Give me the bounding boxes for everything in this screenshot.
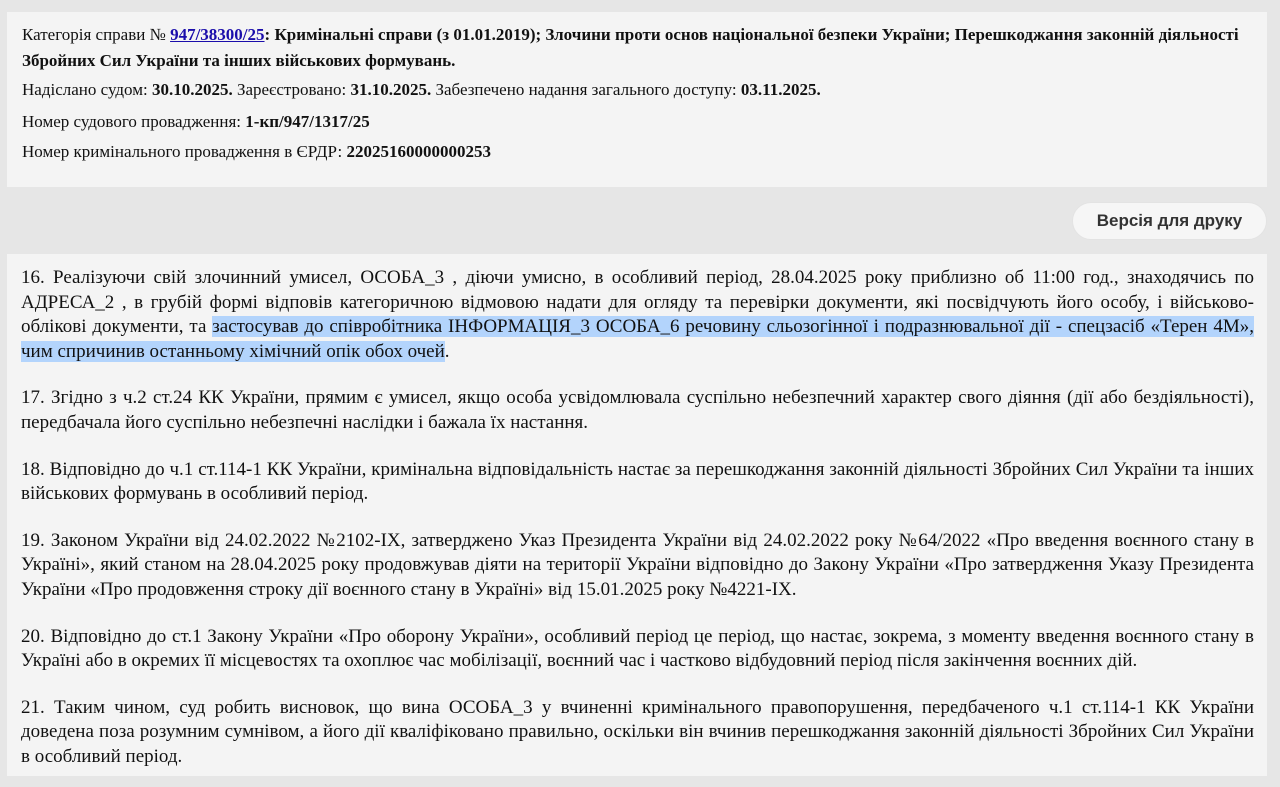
paragraph-16-text: 16. Реалізуючи свій злочинний умисел, ОСОБА_3 , діючи умисно, в особливий період, 28.04.2025 року приблизно об 11:00 год., знаходячись по АДРЕСА_2 , в грубій формі відповів категоричною відмовою надати для огляду та перевірки документи, які посвідчують його особу, і військово-облікові документи, та [21,267,1254,338]
court-proceeding-line [22,108,1252,135]
paragraph-18: 18. Відповідно до ч.1 ст.114-1 КК України, кримінальна відповідальність настає за перешкоджання законній діяльності Збройних Сил України та інших військових формувань в особливий період. [21,458,1254,505]
case-category-text: : Кримінальні справи (з 01.01.2019); Злочини проти основ національної безпеки України; Перешкоджання законній діяльності Збройних Сил України та інших військових формувань. [22,25,1239,70]
sent-label: Надіслано судом: [22,80,148,99]
paragraph-21: 21. Таким чином, суд робить висновок, що вина ОСОБА_3 у вчиненні кримінального правопорушення, передбаченого ч.1 ст.114-1 КК України доведена поза розумним сумнівом, а його дії кваліфіковано правильно, оскільки він вчинив перешкоджання законній діяльності Збройних Сил України в особливий період. [21,696,1254,767]
registered-label: Зареєстровано: [236,80,347,99]
paragraph-20: 20. Відповідно до ст.1 Закону України «Про оборону України», особливий період це період, що настає, зокрема, з моменту введення воєнного стану в Україні або в окремих її місцевостях та охоплює час мобілізації, воєнний час і частково відбудовний період після закінчення воєнних дій. [21,625,1254,672]
document-body [7,254,1267,776]
case-info-card [7,12,1267,187]
paragraph-19: 19. Законом України від 24.02.2022 №2102-IX, затверджено Указ Президента України від 24.02.2022 року №64/2022 «Про введення воєнного стану в Україні», який станом на 28.04.2025 року продовжував діяти на території України відповідно до Закону України «Про затвердження Указу Президента України «Про продовження строку дії воєнного стану в Україні» від 15.01.2025 року №4221-IX. [21,529,1254,600]
erdr-number: 22025160000000253 [346,142,492,161]
proceeding-number: 1-кп/947/1317/25 [245,112,370,131]
registered-date: 31.10.2025. [350,80,432,99]
erdr-line [22,138,1252,165]
sent-date: 30.10.2025. [151,80,233,99]
proceeding-label: Номер судового провадження: [22,112,242,131]
erdr-label: Номер кримінального провадження в ЄРДР: [22,142,343,161]
paragraph-16-end: . [444,340,450,362]
paragraph-17: 17. Згідно з ч.2 ст.24 КК України, прямим є умисел, якщо особа усвідомлювала суспільно небезпечний характер свого діяння (дії або бездіяльності), передбачала його суспільно небезпечні наслідки і бажала їх настання. [21,387,1254,433]
selected-text-highlight: застосував до співробітника ІНФОРМАЦІЯ_3 ОСОБА_6 речовину сльозогінної і подразнювальної дії - спецзасіб «Терен 4М», чим спричинив останньому хімічний опік обох очей [21,316,1254,362]
access-date: 03.11.2025. [740,80,821,99]
case-dates-line [22,76,1252,103]
paragraph-16 [21,266,1254,364]
case-category-label: Категорія справи № [22,25,166,44]
case-category-line [22,22,1252,74]
access-label: Забезпечено надання загального доступу: [435,80,737,99]
case-number-link[interactable]: 947/38300/25 [170,25,265,44]
print-version-button[interactable]: Версія для друку [1072,202,1267,240]
